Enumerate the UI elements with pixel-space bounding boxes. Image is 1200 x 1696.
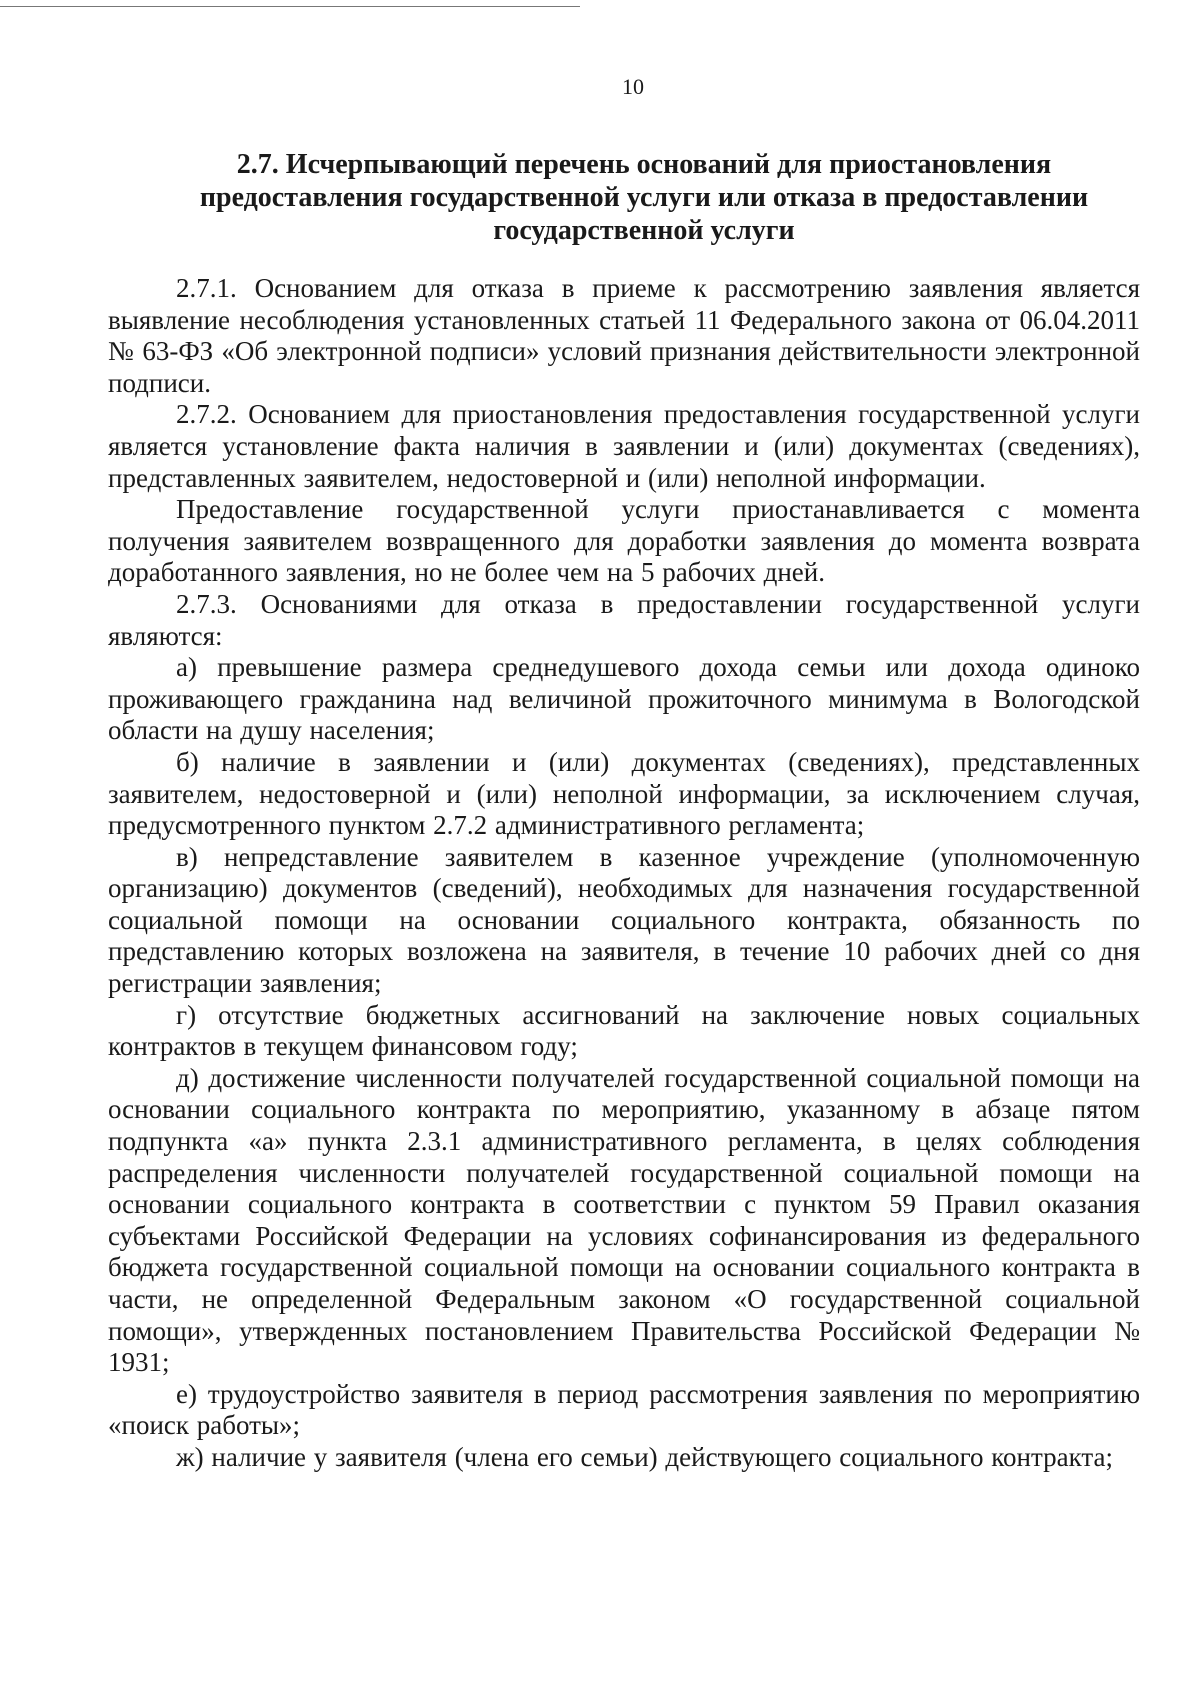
list-item-zh: ж) наличие у заявителя (члена его семьи) действующего социального контракта;: [176, 1441, 1113, 1472]
list-item-e: е) трудоустройство заявителя в период рассмотрения заявления по мероприятию «поиск работы»;: [108, 1378, 1140, 1441]
section-heading-line-3: государственной услуги: [493, 215, 795, 246]
paragraph-suspension-term: Предоставление государственной услуги приостанавливается с момента получения заявителем возвращенного для доработки заявления до момента возврата доработанного заявления, но не более чем на 5 рабочих дней.: [108, 494, 1140, 588]
list-item-v: в) непредставление заявителем в казенное учреждение (уполномоченную организацию) документов (сведений), необходимых для назначения государственной социальной помощи на основании социального контракта, обязанность по представлению которых возложена на заявителя, в течение 10 рабочих дней со дня регистрации заявления;: [108, 841, 1140, 999]
list-item-b: б) наличие в заявлении и (или) документах (сведениях), представленных заявителем, недостоверной и (или) неполной информации, за исключением случая, предусмотренного пунктом 2.7.2 административного регламента;: [108, 746, 1140, 841]
section-heading-line-2: предоставления государственной услуги или отказа в предоставлении: [199, 182, 1089, 213]
page-number: 10: [622, 74, 644, 99]
section-heading-line-1: 2.7. Исчерпывающий перечень оснований для приостановления: [236, 149, 1052, 180]
body-text: [108, 273, 1140, 1474]
paragraph-2-7-3: 2.7.3. Основаниями для отказа в предоставлении государственной услуги являются:: [108, 588, 1140, 651]
scan-edge-line: [0, 6, 580, 7]
list-item-d: д) достижение численности получателей государственной социальной помощи на основании социального контракта по мероприятию, указанному в абзаце пятом подпункта «а» пункта 2.3.1 административного регламента, в целях соблюдения распределения численности получателей государственной социальной помощи на основании социального контракта в соответствии с пунктом 59 Правил оказания субъектами Российской Федерации на условиях софинансирования из федерального бюджета государственной социальной помощи на основании социального контракта в части, не определенной Федеральным законом «О государственной социальной помощи», утвержденных постановлением Правительства Российской Федерации № 1931;: [108, 1062, 1140, 1378]
paragraph-2-7-2: 2.7.2. Основанием для приостановления предоставления государственной услуги является установление факта наличия в заявлении и (или) документах (сведениях), представленных заявителем, недостоверной и (или) неполной информации.: [108, 399, 1140, 493]
list-item-g: г) отсутствие бюджетных ассигнований на заключение новых социальных контрактов в текущем финансовом году;: [108, 999, 1140, 1062]
list-item-a: а) превышение размера среднедушевого дохода семьи или дохода одиноко проживающего гражданина над величиной прожиточного минимума в Вологодской области на душу населения;: [108, 652, 1140, 746]
document-page: [108, 72, 1140, 1474]
section-heading: [108, 148, 1140, 247]
paragraph-2-7-1: 2.7.1. Основанием для отказа в приеме к рассмотрению заявления является выявление несоблюдения установленных статьей 11 Федерального закона от 06.04.2011 № 63-ФЗ «Об электронной подписи» условий признания действительности электронной подписи.: [108, 273, 1140, 398]
